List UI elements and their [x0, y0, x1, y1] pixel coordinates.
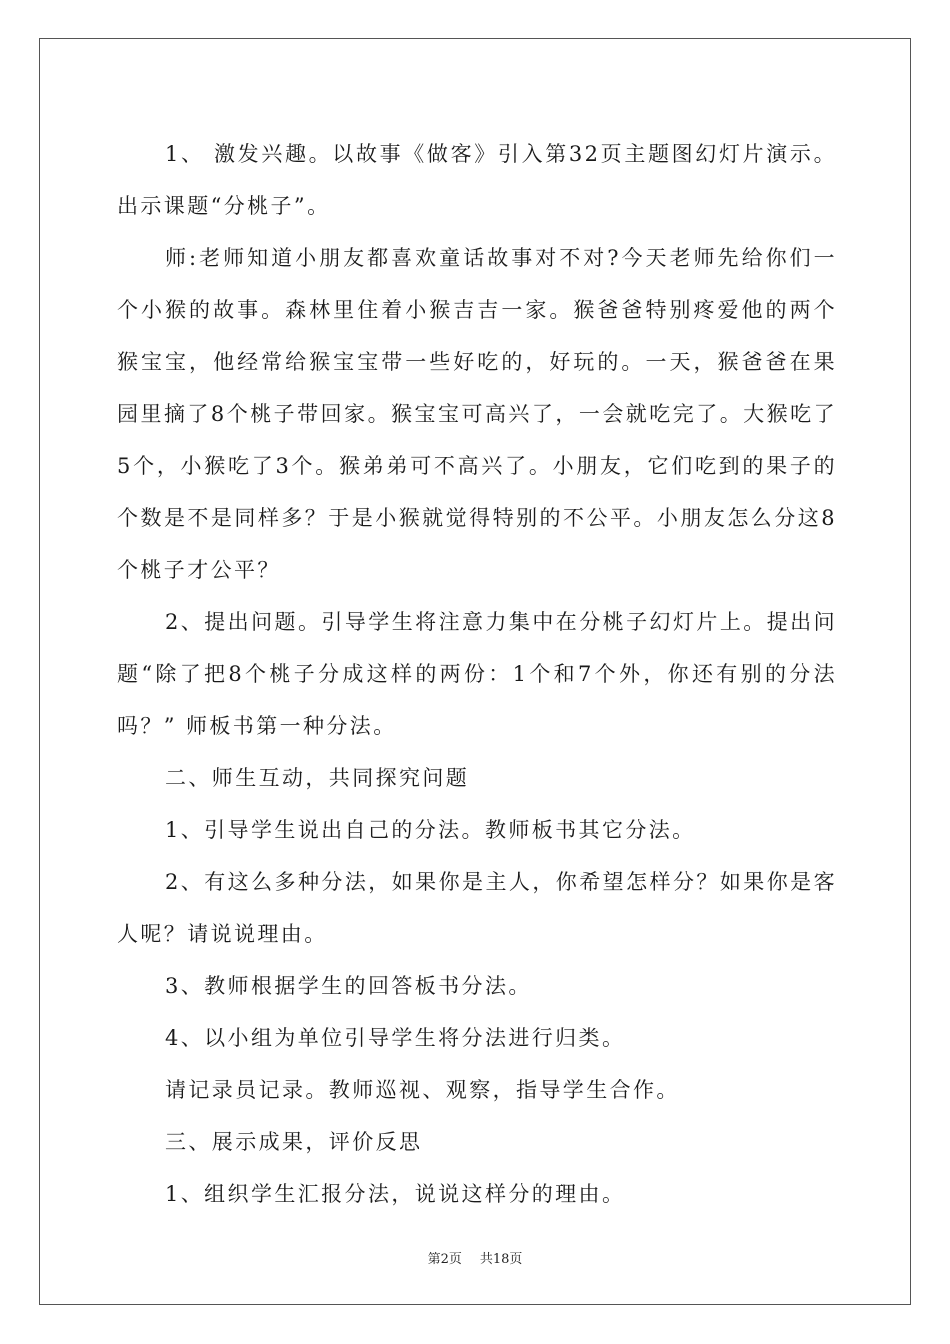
paragraph-8: 4、以小组为单位引导学生将分法进行归类。 [165, 1026, 626, 1050]
section-heading-2: 二、师生互动，共同探究问题 [165, 766, 470, 790]
page-footer [0, 1248, 950, 1267]
paragraph-6: 2、有这么多种分法，如果你是主人，你希望怎样分？如果你是客人呢？请说说理由。 [117, 870, 837, 946]
paragraph-7: 3、教师根据学生的回答板书分法。 [165, 974, 532, 998]
paragraph-9: 请记录员记录。教师巡视、观察，指导学生合作。 [165, 1078, 680, 1102]
paragraph-3: 2、提出问题。引导学生将注意力集中在分桃子幻灯片上。提出问题“除了把8个桃子分成这样的两份：1个和7个外，你还有别的分法吗？” 师板书第一种分法。 [117, 610, 837, 738]
paragraph-5: 1、引导学生说出自己的分法。教师板书其它分法。 [165, 818, 696, 842]
paragraph-1: 1、 激发兴趣。以故事《做客》引入第32页主题图幻灯片演示。出示课题“分桃子”。 [117, 142, 837, 218]
section-heading-3: 三、展示成果，评价反思 [165, 1130, 423, 1154]
paragraph-11: 1、组织学生汇报分法，说说这样分的理由。 [165, 1182, 626, 1206]
page-total: 共18页 [479, 1252, 523, 1267]
page-number: 第2页 [427, 1252, 462, 1267]
paragraph-2: 师:老师知道小朋友都喜欢童话故事对不对?今天老师先给你们一个小猴的故事。森林里住着小猴吉吉一家。猴爸爸特别疼爱他的两个猴宝宝，他经常给猴宝宝带一些好吃的，好玩的。一天，猴爸爸在果园里摘了8个桃子带回家。猴宝宝可高兴了，一会就吃完了。大猴吃了5个，小猴吃了3个。猴弟弟可不高兴了。小朋友，它们吃到的果子的个数是不是同样多？于是小猴就觉得特别的不公平。小朋友怎么分这8个桃子才公平？ [117, 246, 837, 582]
document-body [117, 128, 837, 1220]
